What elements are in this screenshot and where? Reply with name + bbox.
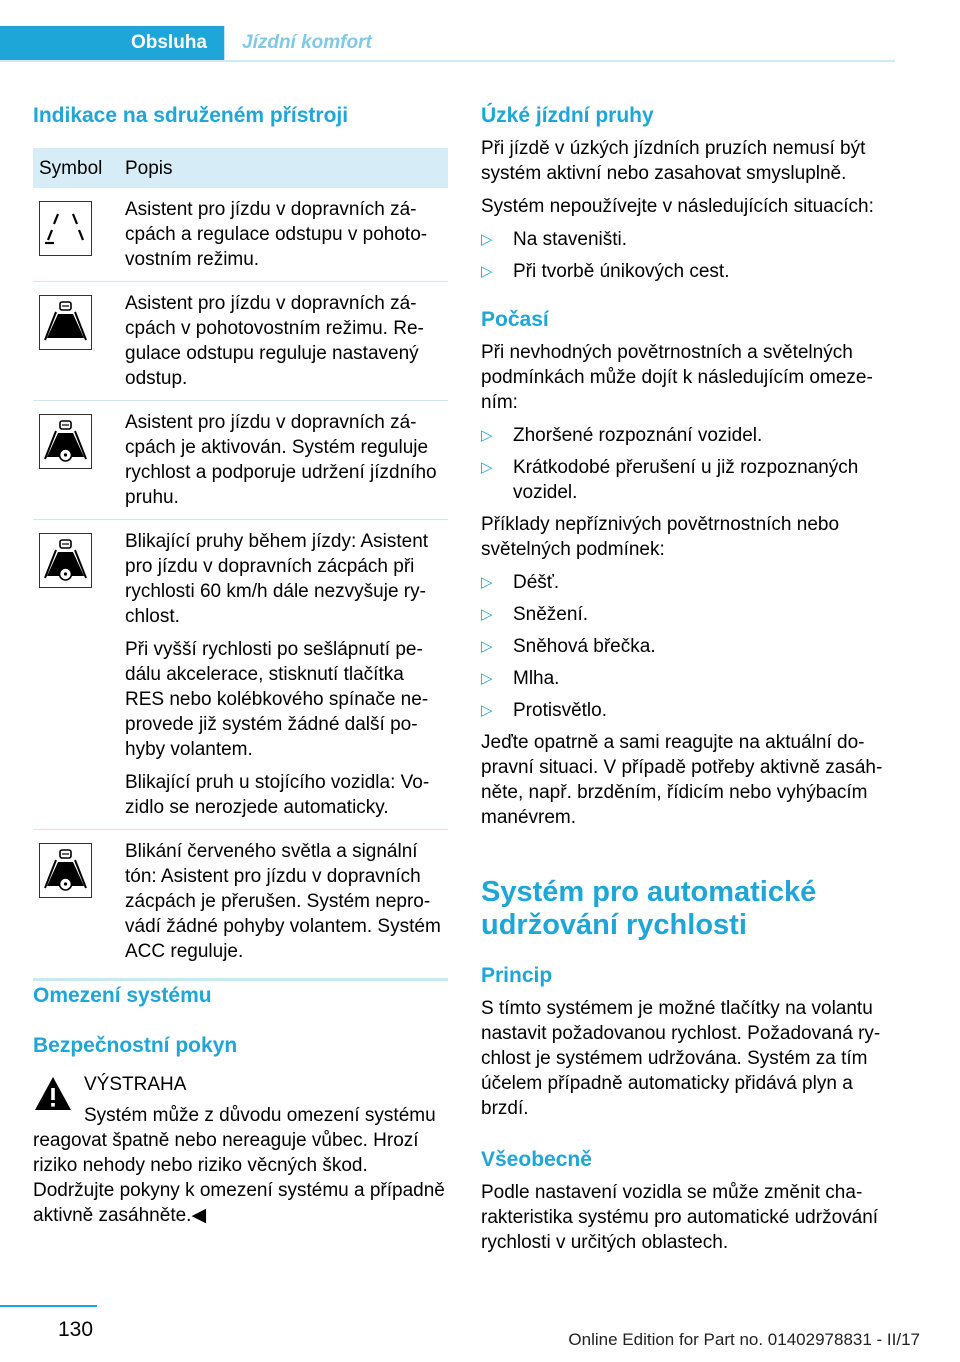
edition-text: Online Edition for Part no. 01402978831 - II/17 xyxy=(568,1330,920,1349)
symbol-table-wrap xyxy=(33,148,448,981)
header-tabs xyxy=(0,26,895,62)
section-title-pocasi: Počasí xyxy=(481,308,549,331)
lane-car-wheel-icon xyxy=(39,843,92,898)
section-title-princip: Princip xyxy=(481,964,553,987)
warning-block xyxy=(33,1072,453,1228)
warning-icon xyxy=(33,1074,73,1114)
warning-label: VÝSTRAHA xyxy=(84,1074,187,1095)
general-text: Podle nastavení vozidla se může změnit charakteristika systému pro automatické udržování rychlosti v určitých oblastech. xyxy=(481,1182,879,1253)
list-item: ▷ Na staveništi. xyxy=(481,229,628,250)
section-title-vseobecne: Všeobecně xyxy=(481,1148,592,1171)
section-title-bezpecnostni-pokyn: Bezpečnostní pokyn xyxy=(33,1034,238,1057)
weather-p2: Příklady nepříznivých povětrnostních nebo světelných podmínek: xyxy=(481,514,840,560)
section-title-indikace: Indikace na sdruženém přístroji xyxy=(33,104,349,127)
chapter-title-line-2: udržování rychlosti xyxy=(481,909,747,941)
weather-list xyxy=(481,423,896,505)
general-block xyxy=(481,1180,896,1255)
weather-block xyxy=(481,340,896,830)
warning-text: Systém může z důvodu omezení systému reagovat špatně nebo nereaguje vůbec. Hrozí riziko nehody nebo riziko věcných škod. Dodržujte pokyny k omezení systému a případně aktivně zasáhněte.◀ xyxy=(33,1105,445,1226)
tab-jizdni-komfort[interactable]: Jízdní komfort xyxy=(242,32,372,53)
table-row xyxy=(33,188,448,282)
footer-rule xyxy=(0,1305,97,1307)
principle-text: S tímto systémem je možné tlačítky na volantu nastavit požadovanou rychlost. Požadovaná rychlost je systémem udržována. Systém za tím účelem případně automaticky přidává plyn a brzdí. xyxy=(481,998,881,1119)
chapter-title xyxy=(481,876,816,942)
page-number: 130 xyxy=(58,1318,94,1341)
row-desc: Blikající pruh u stojícího vozidla: Vozidlo se nerozjede automaticky. xyxy=(125,772,430,818)
narrow-p1: Při jízdě v úzkých jízdních pruzích nemusí být systém aktivní nebo zasahovat smysluplně. xyxy=(481,138,866,184)
table-row xyxy=(33,401,448,520)
symbol-table xyxy=(33,148,448,981)
row-desc: Blikání červeného světla a signální tón: Asistent pro jízdu v dopravních zácpách je přerušen. Systém neprovádí žádné pohyby volantem. Systém ACC reguluje. xyxy=(125,841,441,962)
tab-obsluha[interactable]: Obsluha xyxy=(0,26,224,60)
section-title-uzke-pruhy: Úzké jízdní pruhy xyxy=(481,104,654,127)
weather-list-2 xyxy=(481,570,896,723)
list-item: ▷ Sněhová břečka. xyxy=(481,636,656,657)
tab-divider xyxy=(224,26,225,60)
row-desc: Asistent pro jízdu v dopravních zácpách a regulace odstupu v pohotovostním režimu. xyxy=(125,199,428,270)
narrow-list xyxy=(481,227,896,284)
col-header-popis: Popis xyxy=(119,148,448,188)
table-row xyxy=(33,520,448,830)
table-row xyxy=(33,830,448,980)
narrow-lanes-block xyxy=(481,136,896,291)
list-item: ▷ Protisvětlo. xyxy=(481,700,607,721)
chapter-title-line-1: Systém pro automatické xyxy=(481,876,817,908)
row-desc: Asistent pro jízdu v dopravních zácpách v pohotovostním režimu. Regulace odstupu reguluje nastavený odstup. xyxy=(125,293,424,389)
weather-p3: Jeďte opatrně a sami reagujte na aktuální dopravní situaci. V případě potřeby aktivně zasáhněte, např. brzděním, řídicím nebo vyhýbacím manévrem. xyxy=(481,732,883,828)
list-item: ▷ Déšť. xyxy=(481,572,560,593)
lane-car-icon xyxy=(39,295,92,350)
list-item: ▷ Zhoršené rozpoznání vozidel. xyxy=(481,425,763,446)
principle-block xyxy=(481,996,896,1121)
list-item: ▷ Při tvorbě únikových cest. xyxy=(481,261,730,282)
weather-p1: Při nevhodných povětrnostních a světelných podmínkách může dojít k následujícím omezením: xyxy=(481,342,873,413)
lane-car-wheel-icon xyxy=(39,533,92,588)
row-desc: Blikající pruhy během jízdy: Asistent pro jízdu v dopravních zácpách při rychlosti 60 km/h dále nezvyšuje rychlost. xyxy=(125,531,429,627)
narrow-p2: Systém nepoužívejte v následujících situacích: xyxy=(481,196,874,217)
header-rule xyxy=(0,60,895,62)
row-desc: Asistent pro jízdu v dopravních zácpách je aktivován. Systém reguluje rychlost a podporuje udržení jízdního pruhu. xyxy=(125,412,437,508)
list-item: ▷ Sněžení. xyxy=(481,604,588,625)
col-header-symbol: Symbol xyxy=(33,148,119,188)
lane-lines-icon xyxy=(39,201,92,256)
list-item: ▷ Krátkodobé přerušení u již rozpoznaných vozidel. xyxy=(481,457,859,503)
table-row xyxy=(33,282,448,401)
lane-car-wheel-icon xyxy=(39,414,92,469)
section-title-omezeni: Omezení systému xyxy=(33,984,212,1007)
row-desc: Při vyšší rychlosti po sešlápnutí pedálu akcelerace, stisknutí tlačítka RES nebo kolébkového spínače neprovede již systém žádné další pohyby volantem. xyxy=(125,639,429,760)
list-item: ▷ Mlha. xyxy=(481,668,560,689)
